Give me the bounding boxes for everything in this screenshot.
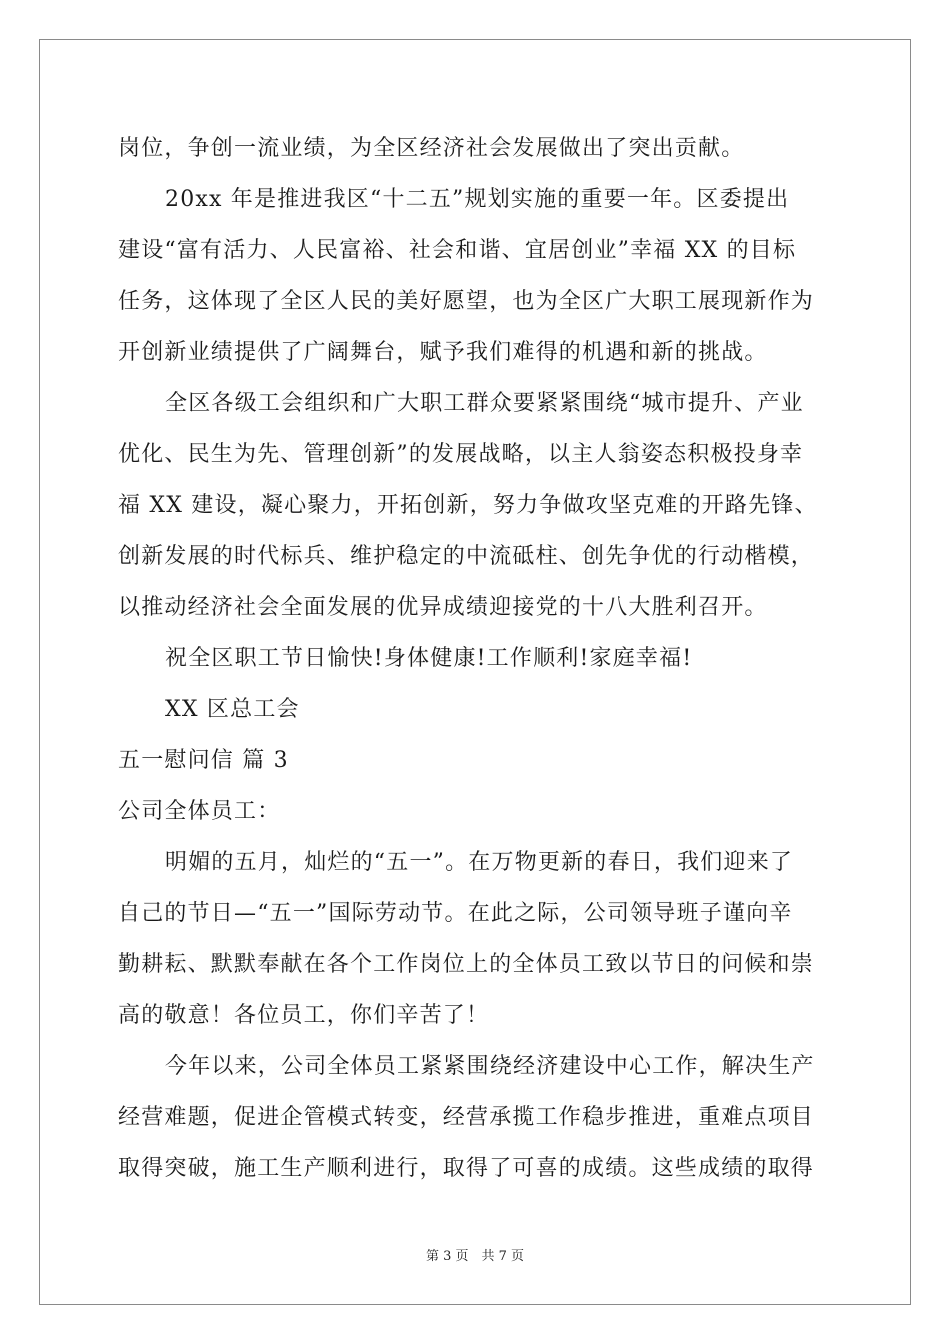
text-line: 以推动经济社会全面发展的优异成绩迎接党的十八大胜利召开。	[118, 595, 768, 620]
text-line: 20xx 年是推进我区“十二五”规划实施的重要一年。区委提出	[165, 187, 790, 212]
text-line: 自己的节日—“五一”国际劳动节。在此之际，公司领导班子谨向辛	[118, 901, 793, 926]
text-line: 经营难题，促进企管模式转变，经营承揽工作稳步推进，重难点项目	[118, 1105, 815, 1130]
text-line: 优化、民生为先、管理创新”的发展战略，以主人翁姿态积极投身幸	[118, 442, 804, 467]
text-line: 今年以来，公司全体员工紧紧围绕经济建设中心工作，解决生产	[165, 1054, 815, 1079]
text-line: 创新发展的时代标兵、维护稳定的中流砥柱、创先争优的行动楷模，	[118, 544, 815, 569]
text-line: 明媚的五月，灿烂的“五一”。在万物更新的春日，我们迎来了	[165, 850, 794, 875]
signature-line: XX 区总工会	[165, 697, 300, 722]
salutation-line: 公司全体员工：	[118, 799, 281, 824]
document-body	[118, 123, 834, 1194]
greeting-line: 祝全区职工节日愉快!身体健康!工作顺利!家庭幸福!	[165, 646, 693, 671]
text-line: 全区各级工会组织和广大职工群众要紧紧围绕“城市提升、产业	[165, 391, 804, 416]
text-line: 岗位，争创一流业绩，为全区经济社会发展做出了突出贡献。	[118, 136, 745, 161]
text-line: 高的敬意！各位员工，你们辛苦了！	[118, 1003, 490, 1028]
section-heading: 五一慰问信 篇 3	[118, 748, 289, 773]
text-line: 开创新业绩提供了广阔舞台，赋予我们难得的机遇和新的挑战。	[118, 340, 768, 365]
text-line: 勤耕耘、默默奉献在各个工作岗位上的全体员工致以节日的问候和崇	[118, 952, 815, 977]
text-line: 建设“富有活力、人民富裕、社会和谐、宜居创业”幸福 XX 的目标	[118, 238, 797, 263]
text-line: 取得突破，施工生产顺利进行，取得了可喜的成绩。这些成绩的取得	[118, 1156, 815, 1181]
page-number-footer: 第 3 页 共 7 页	[425, 1249, 525, 1264]
text-line: 福 XX 建设，凝心聚力，开拓创新，努力争做攻坚克难的开路先锋、	[118, 493, 818, 518]
text-line: 任务，这体现了全区人民的美好愿望，也为全区广大职工展现新作为	[118, 289, 815, 314]
